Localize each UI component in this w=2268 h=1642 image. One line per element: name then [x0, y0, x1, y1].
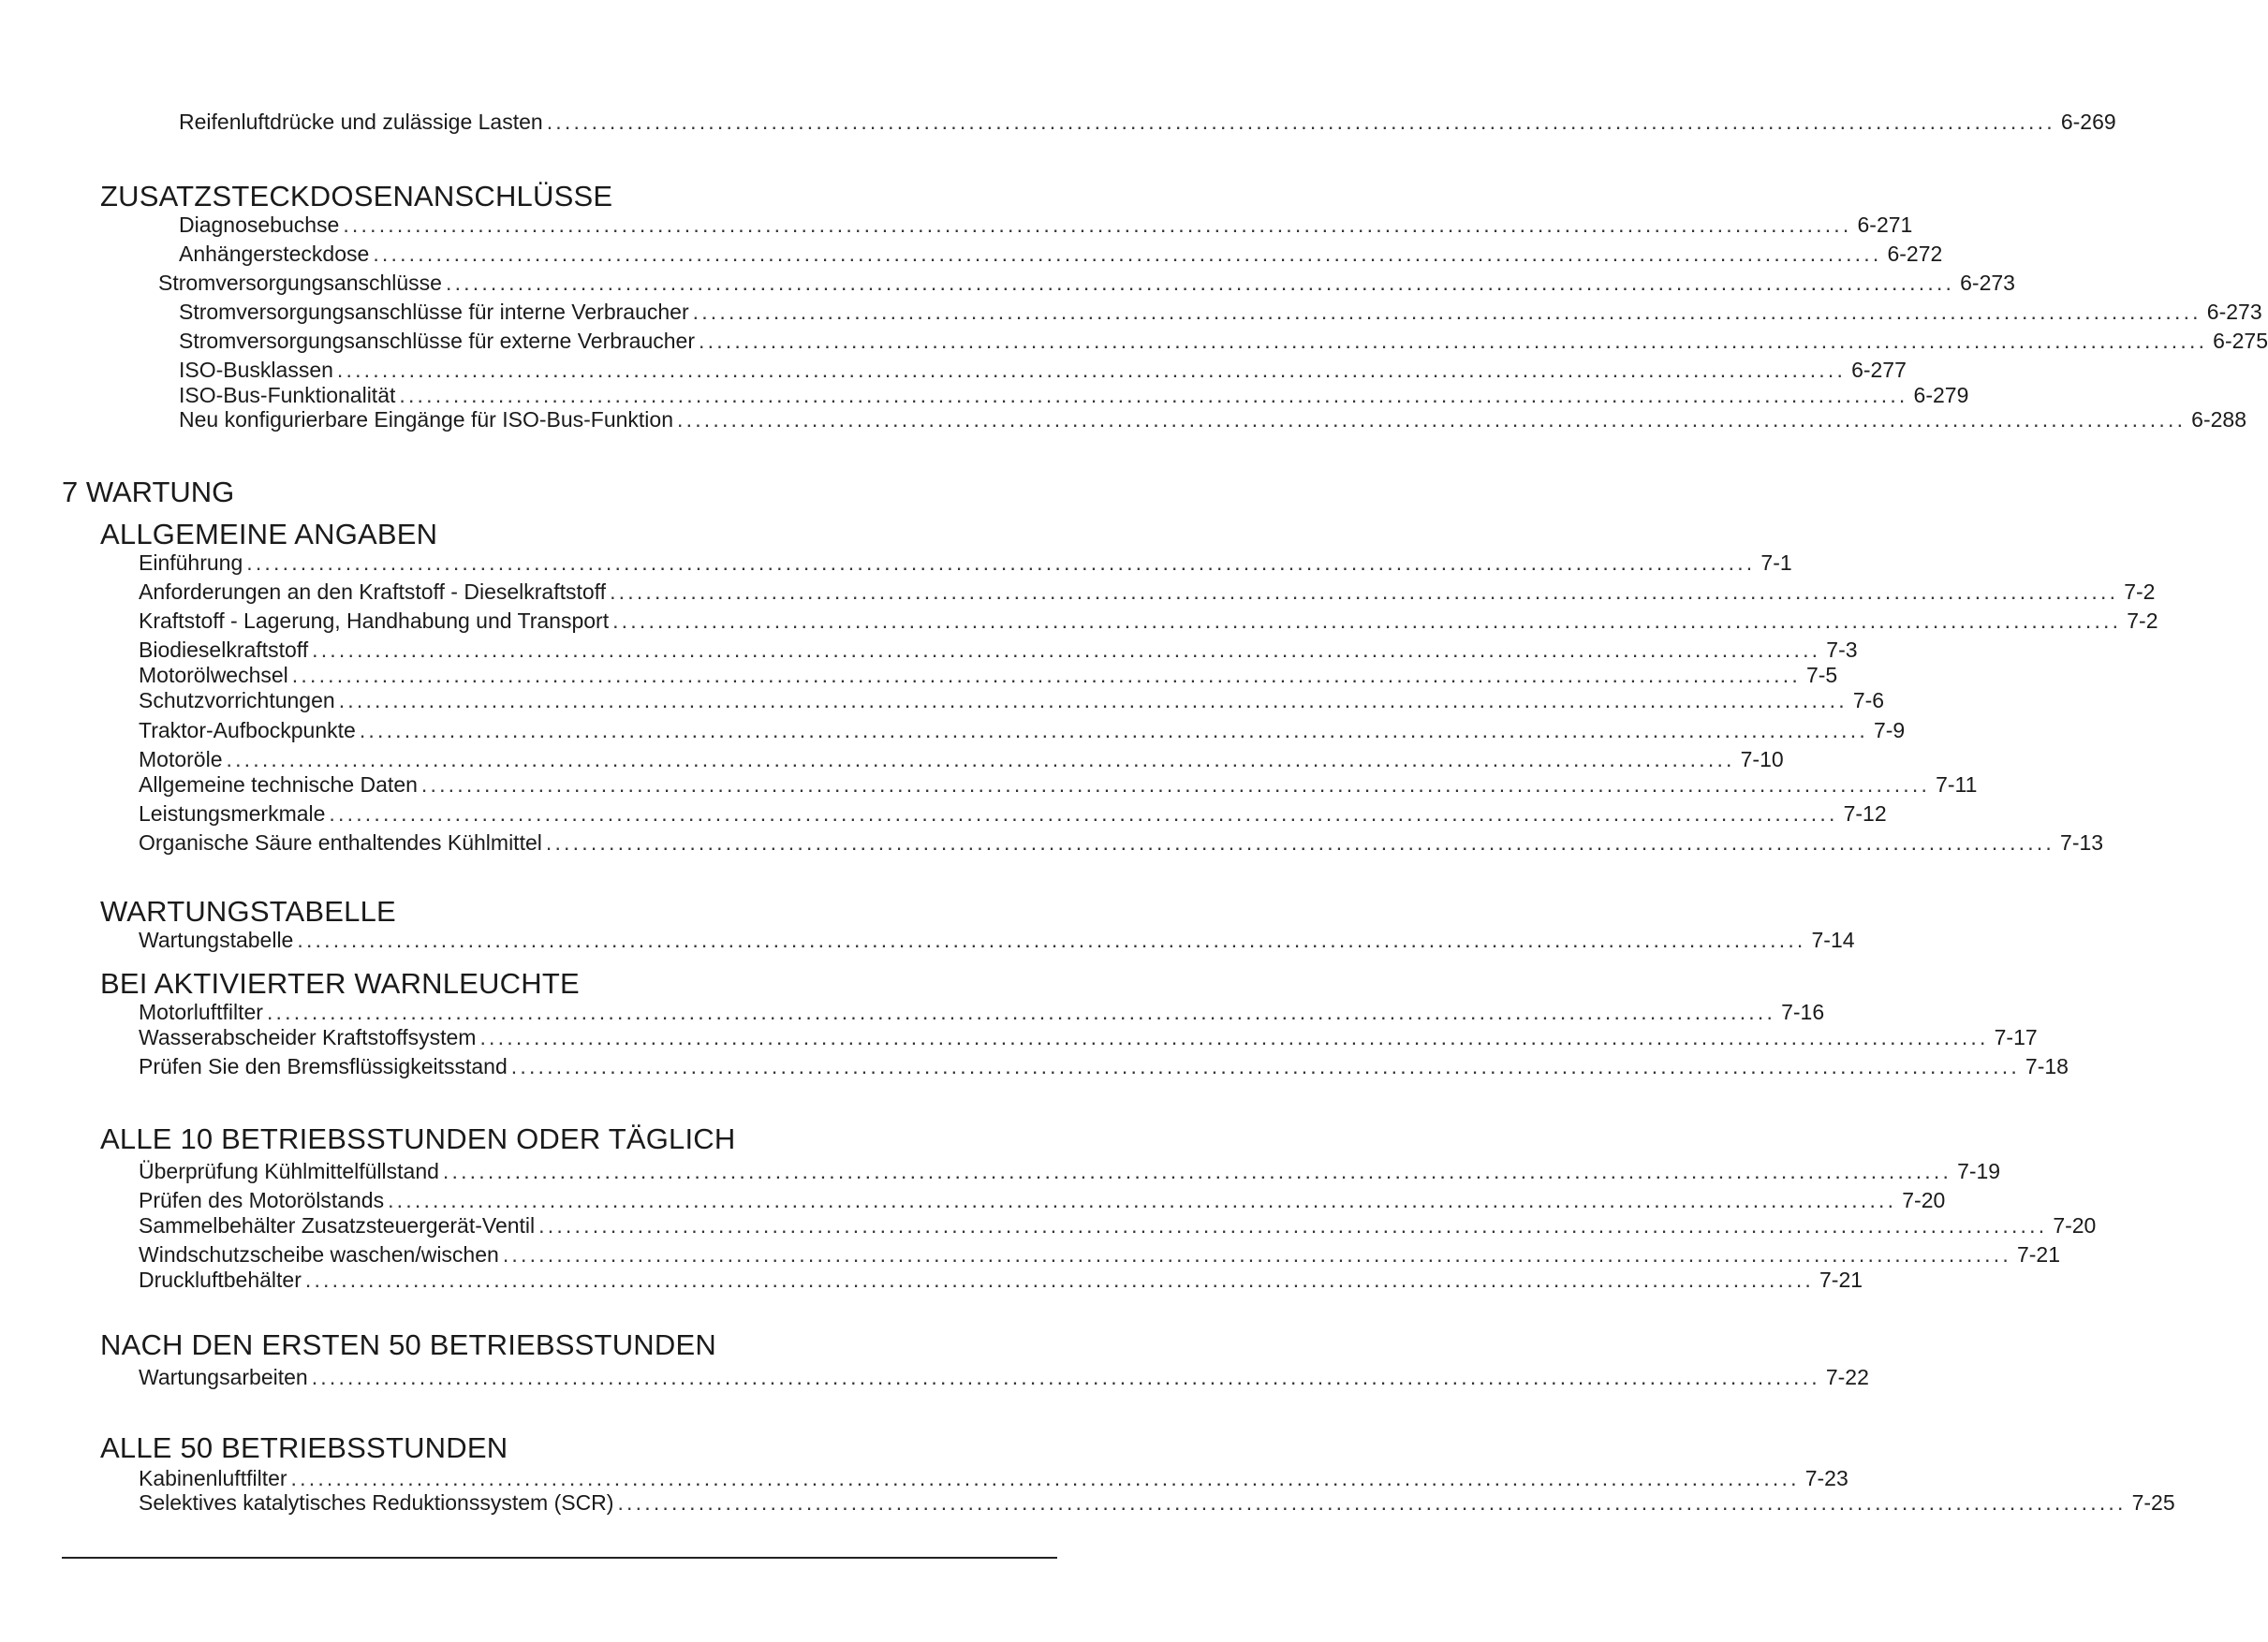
- toc-entry[interactable]: [139, 608, 2158, 634]
- toc-entry-page: 7-16: [1781, 1000, 1825, 1024]
- dot-leader: ........................................................................................................................................................................: [538, 1213, 2048, 1238]
- toc-entry-title: Stromversorgungsanschlüsse für interne Verbraucher: [179, 300, 689, 324]
- toc-entry-page: 7-9: [1873, 718, 1906, 742]
- toc-entry[interactable]: [139, 999, 1825, 1025]
- toc-entry-title: Leistungsmerkmale: [139, 801, 326, 826]
- toc-entry-title: Wartungstabelle: [139, 928, 294, 952]
- toc-entry[interactable]: [139, 550, 1792, 576]
- toc-entry-page: 7-17: [1994, 1025, 2038, 1049]
- dot-leader: ........................................................................................................................................................................: [338, 688, 1848, 712]
- toc-entry-page: 7-22: [1825, 1365, 1869, 1389]
- toc-entry-title: Überprüfung Kühlmittelfüllstand: [139, 1159, 439, 1183]
- dot-leader: ........................................................................................................................................................................: [445, 271, 1955, 295]
- dot-leader: ........................................................................................................................................................................: [359, 718, 1868, 742]
- toc-entry-title: Prüfen Sie den Bremsflüssigkeitsstand: [139, 1054, 508, 1078]
- toc-entry[interactable]: [139, 1158, 2001, 1184]
- toc-entry-page: 7-18: [2025, 1054, 2069, 1078]
- toc-entry[interactable]: [139, 1024, 2038, 1050]
- toc-entry[interactable]: [139, 1489, 2175, 1516]
- toc-entry-page: 7-21: [2016, 1242, 2061, 1267]
- toc-entry[interactable]: [139, 1241, 2061, 1268]
- toc-entry[interactable]: [139, 579, 2156, 605]
- toc-entry-page: 6-272: [1887, 242, 1943, 266]
- toc-entry-title: Kabinenluftfilter: [139, 1466, 287, 1490]
- toc-entry[interactable]: [179, 382, 1969, 408]
- toc-entry[interactable]: [139, 687, 1885, 713]
- toc-entry-page: 7-11: [1936, 772, 1978, 797]
- toc-entry-title: Neu konfigurierbare Eingänge für ISO-Bus-Funktion: [179, 407, 674, 432]
- toc-entry-page: 7-2: [2127, 608, 2158, 633]
- toc-entry-title: Stromversorgungsanschlüsse: [158, 271, 442, 295]
- toc-entry-page: 7-14: [1811, 928, 1855, 952]
- toc-entry-page: 7-10: [1740, 747, 1784, 771]
- toc-entry[interactable]: [179, 357, 1907, 383]
- toc-entry[interactable]: [139, 800, 1887, 827]
- toc-entry-title: Windschutzscheibe waschen/wischen: [139, 1242, 499, 1267]
- toc-entry-page: 6-277: [1851, 358, 1907, 382]
- toc-entry[interactable]: [179, 299, 2262, 325]
- dot-leader: ........................................................................................................................................................................: [677, 407, 2187, 432]
- dot-leader: ........................................................................................................................................................................: [420, 772, 1931, 797]
- toc-entry-page: 7-12: [1843, 801, 1887, 826]
- toc-entry[interactable]: [158, 270, 2015, 296]
- toc-entry-title: ISO-Busklassen: [179, 358, 333, 382]
- dot-leader: ........................................................................................................................................................................: [246, 550, 1756, 575]
- toc-entry-title: Selektives katalytisches Reduktionssystem (SCR): [139, 1490, 614, 1515]
- dot-leader: ........................................................................................................................................................................: [545, 830, 2055, 855]
- chapter-heading-wartung: 7 WARTUNG: [62, 476, 235, 508]
- toc-entry-page: 7-20: [2053, 1213, 2097, 1238]
- toc-entry-title: Organische Säure enthaltendes Kühlmittel: [139, 830, 542, 855]
- section-heading-warnleuchte: BEI AKTIVIERTER WARNLEUCHTE: [100, 967, 580, 1000]
- toc-entry-page: 7-6: [1852, 688, 1885, 712]
- dot-leader: ........................................................................................................................................................................: [297, 928, 1806, 952]
- section-heading-allgemeine-angaben: ALLGEMEINE ANGABEN: [100, 518, 438, 550]
- dot-leader: ........................................................................................................................................................................: [479, 1025, 1989, 1049]
- toc-entry-title: Motoröle: [139, 747, 223, 771]
- dot-leader: ........................................................................................................................................................................: [226, 747, 1735, 771]
- section-heading-wartungstabelle: WARTUNGSTABELLE: [100, 895, 396, 928]
- dot-leader: ........................................................................................................................................................................: [612, 608, 2122, 633]
- toc-entry[interactable]: [139, 771, 1978, 798]
- dot-leader: ........................................................................................................................................................................: [610, 579, 2119, 604]
- toc-entry[interactable]: [139, 1053, 2069, 1079]
- toc-entry[interactable]: [139, 829, 2104, 856]
- dot-leader: ........................................................................................................................................................................: [312, 638, 1821, 662]
- toc-entry-title: Wasserabscheider Kraftstoffsystem: [139, 1025, 477, 1049]
- toc-entry-title: Druckluftbehälter: [139, 1268, 302, 1292]
- toc-entry-title: Stromversorgungsanschlüsse für externe Verbraucher: [179, 329, 696, 353]
- section-heading-alle-10-stunden: ALLE 10 BETRIEBSSTUNDEN ODER TÄGLICH: [100, 1122, 736, 1155]
- dot-leader: ........................................................................................................................................................................: [329, 801, 1838, 826]
- dot-leader: ........................................................................................................................................................................: [510, 1054, 2020, 1078]
- dot-leader: ........................................................................................................................................................................: [266, 1000, 1776, 1024]
- toc-entry-title: Prüfen des Motorölstands: [139, 1188, 385, 1212]
- toc-entry-title: Diagnosebuchse: [179, 213, 340, 237]
- toc-entry-page: 6-279: [1913, 383, 1969, 407]
- toc-entry-page: 6-288: [2191, 407, 2246, 432]
- toc-entry[interactable]: [139, 1187, 1946, 1213]
- toc-entry-title: Wartungsarbeiten: [139, 1365, 308, 1389]
- toc-entry[interactable]: [179, 241, 1943, 267]
- dot-leader: ........................................................................................................................................................................: [699, 329, 2208, 353]
- toc-entry-page: 7-21: [1819, 1268, 1863, 1292]
- toc-entry-page: 7-3: [1826, 638, 1858, 662]
- toc-entry-page: 7-2: [2124, 579, 2156, 604]
- toc-entry[interactable]: [139, 1364, 1869, 1390]
- toc-entry-page: 7-25: [2131, 1490, 2175, 1515]
- section-heading-nach-ersten-50: NACH DEN ERSTEN 50 BETRIEBSSTUNDEN: [100, 1328, 716, 1361]
- toc-entry-title: Traktor-Aufbockpunkte: [139, 718, 356, 742]
- dot-leader: ........................................................................................................................................................................: [692, 300, 2202, 324]
- dot-leader: ........................................................................................................................................................................: [343, 213, 1852, 237]
- toc-entry-title: Kraftstoff - Lagerung, Handhabung und Transport: [139, 608, 610, 633]
- toc-entry-title: ISO-Bus-Funktionalität: [179, 383, 396, 407]
- toc-entry-page: 7-20: [1902, 1188, 1946, 1212]
- toc-entry-page: 7-19: [1957, 1159, 2001, 1183]
- toc-entry-title: Einführung: [139, 550, 243, 575]
- toc-entry-page: 7-1: [1760, 550, 1792, 575]
- toc-entry-page: 7-13: [2060, 830, 2104, 855]
- toc-entry-title: Motorluftfilter: [139, 1000, 263, 1024]
- toc-entry-reifenluftdruecke[interactable]: [179, 109, 2116, 135]
- toc-entry[interactable]: [139, 927, 1855, 953]
- toc-entry[interactable]: [139, 1212, 2097, 1239]
- toc-entry-page: 6-273: [2206, 300, 2262, 324]
- dot-leader: ........................................................................................................................................................................: [617, 1490, 2127, 1515]
- dot-leader: ........................................................................................................................................................................: [291, 663, 1801, 687]
- dot-leader: ........................................................................................................................................................................: [546, 110, 2055, 134]
- toc-entry-page: 6-271: [1857, 213, 1913, 237]
- toc-entry[interactable]: [139, 746, 1784, 772]
- dot-leader: ........................................................................................................................................................................: [502, 1242, 2011, 1267]
- toc-entry-page: 7-5: [1805, 663, 1838, 687]
- toc-entry-page: 6-273: [1960, 271, 2015, 295]
- dot-leader: ........................................................................................................................................................................: [336, 358, 1847, 382]
- toc-entry-title: Anhängersteckdose: [179, 242, 370, 266]
- section-heading-alle-50-stunden: ALLE 50 BETRIEBSSTUNDEN: [100, 1431, 508, 1464]
- dot-leader: ........................................................................................................................................................................: [304, 1268, 1815, 1292]
- toc-entry[interactable]: [179, 212, 1913, 238]
- toc-entry-page: 6-275: [2213, 329, 2268, 353]
- dot-leader: ........................................................................................................................................................................: [311, 1365, 1820, 1389]
- toc-entry-title: Sammelbehälter Zusatzsteuergerät-Ventil: [139, 1213, 536, 1238]
- dot-leader: ........................................................................................................................................................................: [442, 1159, 1952, 1183]
- dot-leader: ........................................................................................................................................................................: [290, 1466, 1800, 1490]
- section-heading-zusatzsteckdosen: ZUSATZSTECKDOSENANSCHLÜSSE: [100, 180, 613, 213]
- toc-entry[interactable]: [139, 717, 1906, 743]
- footer-rule: [62, 1557, 1057, 1559]
- toc-entry-page: 7-23: [1804, 1466, 1848, 1490]
- toc-entry[interactable]: [179, 406, 2246, 432]
- toc-entry[interactable]: [139, 662, 1838, 688]
- toc-entry[interactable]: [139, 637, 1858, 663]
- dot-leader: ........................................................................................................................................................................: [373, 242, 1882, 266]
- toc-entry-title: Reifenluftdrücke und zulässige Lasten: [179, 110, 543, 134]
- toc-entry-title: Biodieselkraftstoff: [139, 638, 309, 662]
- toc-entry[interactable]: [139, 1465, 1848, 1491]
- dot-leader: ........................................................................................................................................................................: [388, 1188, 1897, 1212]
- toc-entry-page: 6-269: [2060, 110, 2116, 134]
- toc-entry[interactable]: [179, 328, 2268, 354]
- toc-entry[interactable]: [139, 1267, 1863, 1293]
- toc-entry-title: Schutzvorrichtungen: [139, 688, 335, 712]
- toc-entry-title: Allgemeine technische Daten: [139, 772, 418, 797]
- toc-entry-title: Motorölwechsel: [139, 663, 288, 687]
- dot-leader: ........................................................................................................................................................................: [399, 383, 1908, 407]
- toc-entry-title: Anforderungen an den Kraftstoff - Dieselkraftstoff: [139, 579, 607, 604]
